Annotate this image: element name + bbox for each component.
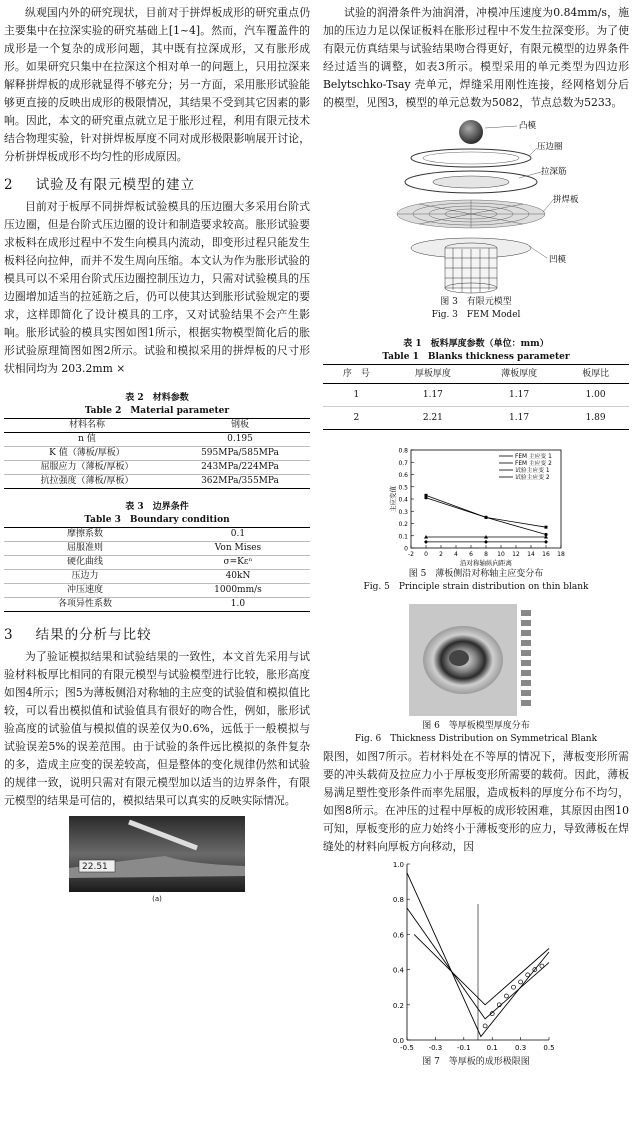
figure-5-caption-en: Fig. 5 Principle strain distribution on thin blank xyxy=(363,582,589,592)
section-title: 结果的分析与比较 xyxy=(35,627,152,643)
y-tick-label: 1.0 xyxy=(392,861,404,869)
figure-3-fem-model xyxy=(323,118,629,296)
table-cell: 40kN xyxy=(166,570,310,584)
y-tick-label: 0.5 xyxy=(398,484,408,492)
table-cell: K 值（薄板/厚板） xyxy=(4,447,170,461)
table1-header: 厚板厚度 xyxy=(390,365,476,384)
table-cell: 屈服准则 xyxy=(4,542,166,556)
x-tick-label: -0.3 xyxy=(428,1044,443,1052)
section-title: 试验及有限元模型的建立 xyxy=(35,177,196,193)
y-tick-label: 0.8 xyxy=(398,447,408,455)
y-tick-label: 0.2 xyxy=(398,521,408,528)
x-tick-label: 6 xyxy=(469,551,473,558)
flc-chart-svg xyxy=(323,858,629,1056)
figure-5-caption-cn: 图 5 薄板侧沿对称轴主应变分布 xyxy=(408,569,544,579)
x-tick-label: -2 xyxy=(408,551,414,558)
fem-model-drawing xyxy=(323,118,629,296)
section-2-heading xyxy=(4,173,310,193)
table-material-parameter xyxy=(4,418,310,489)
legend-entry: 试验主应变 2 xyxy=(515,475,550,482)
table1-header: 序 号 xyxy=(323,365,390,384)
label-punch: 凸模 xyxy=(519,121,537,131)
table-cell: 0.1 xyxy=(166,528,310,542)
table-cell: 243MPa/224MPa xyxy=(170,461,310,475)
table-cell: 硬化曲线 xyxy=(4,556,166,570)
table-row xyxy=(323,407,629,430)
table-row xyxy=(323,384,629,407)
table1-header: 板厚比 xyxy=(562,365,629,384)
table-row xyxy=(4,528,310,542)
photo-reading: 22.51 xyxy=(82,862,108,872)
table-cell: Von Mises xyxy=(166,542,310,556)
x-tick-label: 14 xyxy=(527,551,535,558)
y-tick-label: 0.2 xyxy=(392,1001,404,1010)
table1-caption-cn: 表 1 板料厚度参数（单位：mm） xyxy=(403,339,549,349)
y-tick-label: 0.4 xyxy=(398,496,408,504)
legend-entry: 试验主应变 1 xyxy=(515,468,550,475)
table-cell: 各项异性系数 xyxy=(4,598,166,612)
table-cell: 冲压速度 xyxy=(4,584,166,598)
left-column xyxy=(4,4,310,906)
x-tick-label: 4 xyxy=(454,551,458,558)
figure-4a-photo xyxy=(69,816,245,906)
x-tick-label: 0.3 xyxy=(515,1044,527,1052)
table1-header: 薄板厚度 xyxy=(476,365,562,384)
x-tick-label: 8 xyxy=(484,551,488,558)
figure-5-strain-chart xyxy=(323,444,629,568)
y-tick-label: 0.1 xyxy=(398,533,408,541)
table-boundary-condition xyxy=(4,527,310,612)
data-point xyxy=(483,1024,487,1028)
series-line xyxy=(426,495,546,527)
data-point xyxy=(424,496,427,499)
y-axis-label: 主应变值 xyxy=(389,486,397,512)
table-row xyxy=(4,433,310,447)
legend-entry: FEM 主应变 1 xyxy=(515,454,552,461)
table-row xyxy=(4,475,310,489)
table-cell: 1.00 xyxy=(562,384,629,407)
y-tick-label: 0.7 xyxy=(398,459,408,467)
figure-7-flc-chart xyxy=(323,858,629,1056)
y-tick-label: 0.6 xyxy=(392,931,404,940)
x-tick-label: 0.1 xyxy=(486,1044,498,1052)
table-cell: 抗拉强度（薄板/厚板） xyxy=(4,475,170,489)
table-row xyxy=(4,542,310,556)
paragraph-flc: 限图，如图7所示。若材料处在不等厚的情况下，薄板变形所需要的冲头载荷及拉应力小于厚板变形所需要的载荷。因此，薄板易满足塑性变形条件而率先屈服，造成板料的厚度分布不均匀，如图8所示。在冲压的过程中厚板的成形较困难，其原因由图10可知，厚板变形的应力始终小于薄板变形的应力，导致薄板在焊缝处的材料向厚板方向移动，因 xyxy=(323,750,629,853)
data-point xyxy=(424,540,428,544)
table3-caption-cn: 表 3 边界条件 xyxy=(125,502,189,512)
figure-4a-label: (a) xyxy=(152,895,162,902)
table-cell: 1.17 xyxy=(390,384,476,407)
section-3-heading xyxy=(4,623,310,643)
y-tick-label: 0.6 xyxy=(398,472,408,479)
paragraph-experiment: 目前对于板厚不同拼焊板试验模具的压边圈大多采用台阶式压边圈，但是台阶式压边圈的设计和制造要求较高。胀形试验要求板料在成形过程中不发生向模具内流动，即变形过程只能发生板料径向拉伸，而并不发生周向压缩。本文认为作为胀形试验的模具可以不采用台阶式压边圈控制压边力，只需对试验模具的压边圈增加适当的拉延筋之后，仍可以使其达到胀形试验规定的要求，这样即简化了设计模具的工序，又对试验结果不会产生影响。胀形试验的模具实图如图1所示，根据实物模型简化后的胀形试验原理简图如图2所示。试验和模拟采用的拼焊板的尺寸形状相同均为 203.2mm × xyxy=(4,200,310,375)
table-cell: 压边力 xyxy=(4,570,166,584)
x-tick-label: 10 xyxy=(497,551,505,558)
label-tailor-blank: 拼焊板 xyxy=(553,195,579,205)
x-tick-label: -0.5 xyxy=(400,1044,414,1052)
table-row xyxy=(4,570,310,584)
table-cell: n 值 xyxy=(4,433,170,447)
table-cell: 1000mm/s xyxy=(166,584,310,598)
table-cell: 摩擦系数 xyxy=(4,528,166,542)
photo-bulge-height xyxy=(69,816,245,902)
label-blankholder: 压边圈 xyxy=(537,142,563,152)
table-row xyxy=(4,584,310,598)
table-row xyxy=(4,556,310,570)
legend-entry: FEM 主应变 2 xyxy=(515,461,552,468)
table-cell: 1.17 xyxy=(476,384,562,407)
table-cell: 2.21 xyxy=(390,407,476,430)
table2-header-2: 钢板 xyxy=(170,419,310,433)
punch-shape xyxy=(459,120,483,144)
x-tick-label: 18 xyxy=(557,551,565,558)
paragraph-lubrication: 试验的润滑条件为油润滑，冲模冲压速度为0.84mm/s，施加的压边力足以保证板料在胀形过程中不发生拉深变形。为了使有限元仿真结果与试验结果吻合得更好，有限元模型的边界条件经过适当的调整，如表3所示。模型采用的单元类型为四边形 Belytschko-Tsay 壳单元，焊缝采用刚性连接，经网格划分后的模型，见图3，模型的单元总数为5082，节点总数为5233。 xyxy=(323,6,629,109)
strain-chart-svg xyxy=(323,444,629,568)
table-cell: σ=Kεⁿ xyxy=(166,556,310,570)
data-point xyxy=(484,540,488,544)
table-cell: 1.17 xyxy=(476,407,562,430)
table2-header-1: 材料名称 xyxy=(4,419,170,433)
data-point xyxy=(484,516,487,519)
paragraph-results: 为了验证模拟结果和试验结果的一致性，本文首先采用与试验材料板厚比相同的有限元模型与试验模型进行比较，胀形高度如图4所示；图5为薄板侧沿对称轴的主应变的试验值和模拟值比较，可以看出模拟值和试验值具有很好的吻合性，例如，胀形试验高度的试验值与模拟值的误差仅为0.6%，远低于一般模拟与试验误差5%的误差范围。由于试验的条件远比模拟的条件复杂的多，造成主应变的误差较高，但是整体的变化规律仍然和试验的规律一致，说明只需对有限元模型加以适当的边界条件，有限元模型的结果是可信的，模拟结果可以真实的反映实际情况。 xyxy=(4,650,310,807)
table-cell: 362MPa/355MPa xyxy=(170,475,310,489)
table-row xyxy=(4,461,310,475)
thickness-contour-image xyxy=(409,604,543,716)
table-blank-thickness xyxy=(323,364,629,430)
table-cell: 2 xyxy=(323,407,390,430)
x-tick-label: 0 xyxy=(424,551,428,558)
figure-6-thickness-plot xyxy=(409,604,543,716)
table-cell: 屈服应力（薄板/厚板） xyxy=(4,461,170,475)
data-point xyxy=(544,540,548,544)
x-tick-label: 12 xyxy=(512,551,520,558)
table-row xyxy=(4,447,310,461)
y-tick-label: 0.8 xyxy=(392,896,404,905)
figure-6-caption-en: Fig. 6 Thickness Distribution on Symmetrical Blank xyxy=(354,734,598,744)
limit-curve xyxy=(414,934,549,1004)
y-tick-label: 0.3 xyxy=(398,508,408,516)
x-tick-label: 0.5 xyxy=(543,1044,555,1052)
paragraph-intro: 纵观国内外的研究现状，目前对于拼焊板成形的研究重点仍主要集中在拉深实验的研究基础上[1~4]。然而，汽车覆盖件的成形是一个复杂的成形问题，其中既有拉深成形，又有胀形成形。如果研究只集中在拉深这个相对单一的问题上，只用拉深来解释拼焊板的成形就显得不够充分；另一方面，采用胀形试验能够更直接的反映出成形的极限情况，其结果不受到其它因素的影响。因此，本文的研究重点就立足于胀形过程，利用有限元技术结合物理实验，针对拼焊板厚度不同对成形极限影响展开讨论，分析拼焊板成形不均匀性的形成原因。 xyxy=(4,6,310,163)
table-cell: 0.195 xyxy=(170,433,310,447)
figure-7-caption-cn: 图 7 等厚板的成形极限图 xyxy=(422,1057,530,1067)
x-tick-label: 2 xyxy=(439,551,443,558)
table2-caption-cn: 表 2 材料参数 xyxy=(125,393,189,403)
figure-3-caption-cn: 图 3 有限元模型 xyxy=(440,297,512,307)
y-tick-label: 0.4 xyxy=(392,966,404,975)
table-cell: 595MPa/585MPa xyxy=(170,447,310,461)
section-number: 2 xyxy=(4,177,14,193)
x-tick-label: -0.1 xyxy=(456,1044,471,1052)
table1-caption-en: Table 1 Blanks thickness parameter xyxy=(382,352,570,362)
data-point xyxy=(540,964,544,968)
table3-caption-en: Table 3 Boundary condition xyxy=(84,515,230,525)
data-point xyxy=(519,980,523,984)
data-point xyxy=(526,973,530,977)
y-tick-label: 0.0 xyxy=(392,1037,404,1045)
data-point xyxy=(545,526,548,529)
table2-caption-en: Table 2 Material parameter xyxy=(84,406,230,416)
figure-6-caption-cn: 图 6 等厚板模型厚度分布 xyxy=(422,721,530,731)
table-row xyxy=(4,598,310,612)
table-cell: 1.0 xyxy=(166,598,310,612)
right-column xyxy=(323,4,629,1069)
table-cell: 1 xyxy=(323,384,390,407)
section-number: 3 xyxy=(4,627,14,643)
data-point xyxy=(512,985,516,989)
x-tick-label: 16 xyxy=(542,551,550,558)
y-tick-label: 0 xyxy=(404,545,408,553)
figure-3-caption-en: Fig. 3 FEM Model xyxy=(431,310,521,320)
table-cell: 1.89 xyxy=(562,407,629,430)
label-drawbead: 拉深筋 xyxy=(541,167,567,177)
label-die: 凹模 xyxy=(549,255,567,265)
x-axis-label: 沿对称轴纵向距离 xyxy=(460,559,512,567)
data-point xyxy=(504,994,508,998)
